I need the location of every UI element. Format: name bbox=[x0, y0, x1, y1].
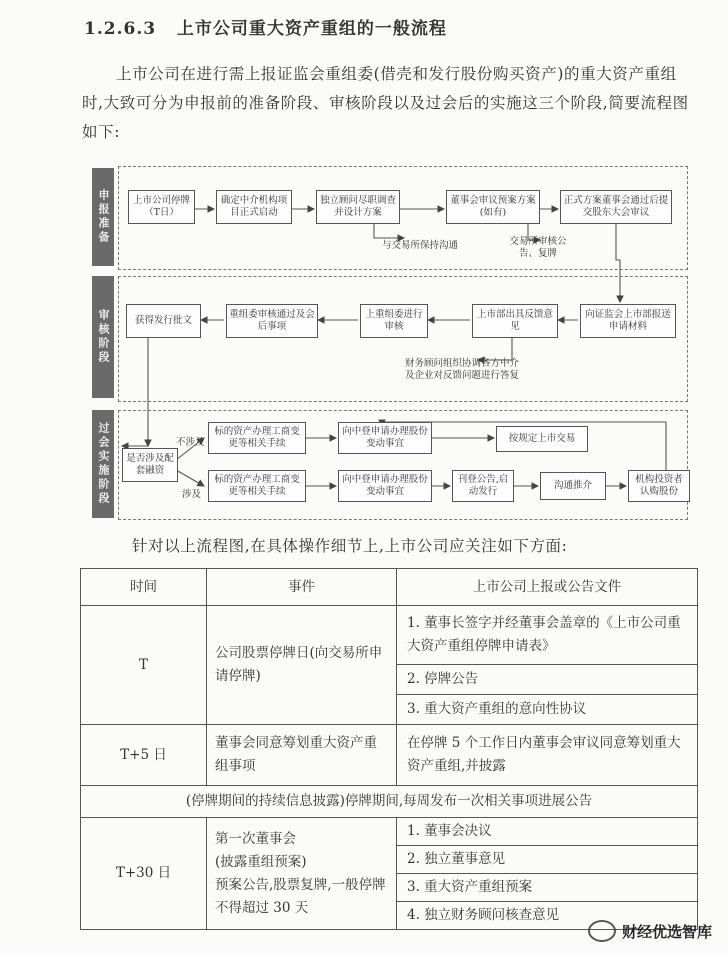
header-event: 事件 bbox=[207, 569, 397, 606]
cell-doc: 2. 停牌公告 bbox=[397, 665, 698, 695]
cell-doc: 1. 董事长签字并经董事会盖章的《上市公司重大资产重组停牌申请表》 bbox=[397, 606, 698, 665]
node-share-change-b: 向中登申请办理股份变动事宜 bbox=[338, 470, 432, 502]
intro-paragraph: 上市公司在进行需上报证监会重组委(借壳和发行股份购买资产)的重大资产重组时,大致可分为申报前的准备阶段、审核阶段以及过会后的实施这三个阶段,简要流程图如下: bbox=[82, 65, 689, 141]
table-header-row bbox=[81, 569, 698, 606]
cell-span-note: (停牌期间的持续信息披露)停牌期间,每周发布一次相关事项进展公告 bbox=[81, 786, 698, 818]
stage-box-review bbox=[118, 276, 688, 402]
node-committee-approved: 重组委审核通过及会后事项 bbox=[226, 304, 318, 338]
header-docs: 上市公司上报或公告文件 bbox=[397, 569, 698, 606]
node-share-change-a: 向中登申请办理股份变动事宜 bbox=[338, 422, 432, 454]
table-row bbox=[81, 818, 698, 846]
node-asset-registration-b: 标的资产办理工商变更等相关手续 bbox=[208, 470, 306, 502]
node-due-diligence: 独立顾问尽职调查并设计方案 bbox=[316, 190, 400, 224]
cell-event: 第一次董事会 (披露重组预案) 预案公告,股票复牌,一般停牌不得超过 30 天 bbox=[207, 818, 397, 930]
watermark-text: 财经优选智库 bbox=[621, 922, 712, 941]
node-committee-review: 上重组委进行审核 bbox=[360, 304, 428, 338]
node-suspension: 上市公司停牌（T日） bbox=[128, 190, 195, 224]
cell-event: 董事会同意筹划重大资产重组事项 bbox=[207, 725, 397, 786]
section-title: 上市公司重大资产重组的一般流程 bbox=[176, 19, 447, 39]
stage-label-review: 审核阶段 bbox=[92, 276, 114, 398]
note-feedback-reply: 财务顾问组织协调各方中介及企业对反馈问题进行答复 bbox=[404, 358, 519, 381]
node-listing-trading: 按规定上市交易 bbox=[496, 426, 588, 452]
cell-time: T bbox=[81, 606, 207, 725]
node-intermediary-start: 确定中介机构项目正式启动 bbox=[216, 190, 292, 224]
node-submit-materials: 向证监会上市部报送申请材料 bbox=[580, 304, 676, 338]
wechat-icon bbox=[588, 920, 616, 942]
cell-doc: 在停牌 5 个工作日内董事会审议同意筹划重大资产重组,并披露 bbox=[397, 725, 698, 786]
node-supporting-financing: 是否涉及配套融资 bbox=[122, 448, 178, 482]
cell-doc: 3. 重大资产重组的意向性协议 bbox=[397, 695, 698, 725]
node-institutional-subscription: 机构投资者认购股份 bbox=[628, 470, 690, 502]
cell-doc: 2. 独立董事意见 bbox=[397, 846, 698, 874]
stage-label-implementation: 过会实施阶段 bbox=[92, 410, 114, 518]
node-asset-registration-a: 标的资产办理工商变更等相关手续 bbox=[208, 422, 306, 454]
table-row bbox=[81, 606, 698, 665]
flowchart bbox=[92, 160, 692, 520]
node-board-plan: 董事会审议预案方案(如有) bbox=[446, 190, 540, 224]
stage-label-prep: 申报准备 bbox=[92, 168, 114, 266]
cell-time: T+5 日 bbox=[81, 725, 207, 786]
cell-doc: 4. 独立财务顾问核查意见 bbox=[397, 902, 698, 930]
note-exchange-review: 交易所审核公告、复牌 bbox=[509, 236, 567, 259]
edge-label-yes: 涉及 bbox=[182, 489, 202, 500]
node-issue-announcement: 刊登公告,启动发行 bbox=[452, 470, 514, 502]
section-number: 1.2.6.3 bbox=[84, 19, 157, 39]
table-row bbox=[81, 786, 698, 818]
disclosure-table bbox=[80, 568, 698, 930]
header-time: 时间 bbox=[81, 569, 207, 606]
node-feedback: 上市部出具反馈意见 bbox=[472, 304, 558, 338]
node-approval-document: 获得发行批文 bbox=[126, 304, 201, 338]
node-roadshow: 沟通推介 bbox=[540, 472, 606, 500]
edge-label-no: 不涉及 bbox=[176, 437, 205, 448]
table-row bbox=[81, 725, 698, 786]
note-exchange-communication: 与交易所保持沟通 bbox=[381, 240, 458, 251]
cell-doc: 1. 董事会决议 bbox=[397, 818, 698, 846]
table-intro: 针对以上流程图,在具体操作细节上,上市公司应关注如下方面: bbox=[132, 537, 568, 555]
watermark bbox=[588, 920, 712, 942]
cell-time: T+30 日 bbox=[81, 818, 207, 930]
section-heading bbox=[84, 14, 447, 39]
node-shareholder-meeting: 正式方案董事会通过后提交股东大会审议 bbox=[560, 190, 672, 224]
cell-event: 公司股票停牌日(向交易所申请停牌) bbox=[207, 606, 397, 725]
cell-doc: 3. 重大资产重组预案 bbox=[397, 874, 698, 902]
